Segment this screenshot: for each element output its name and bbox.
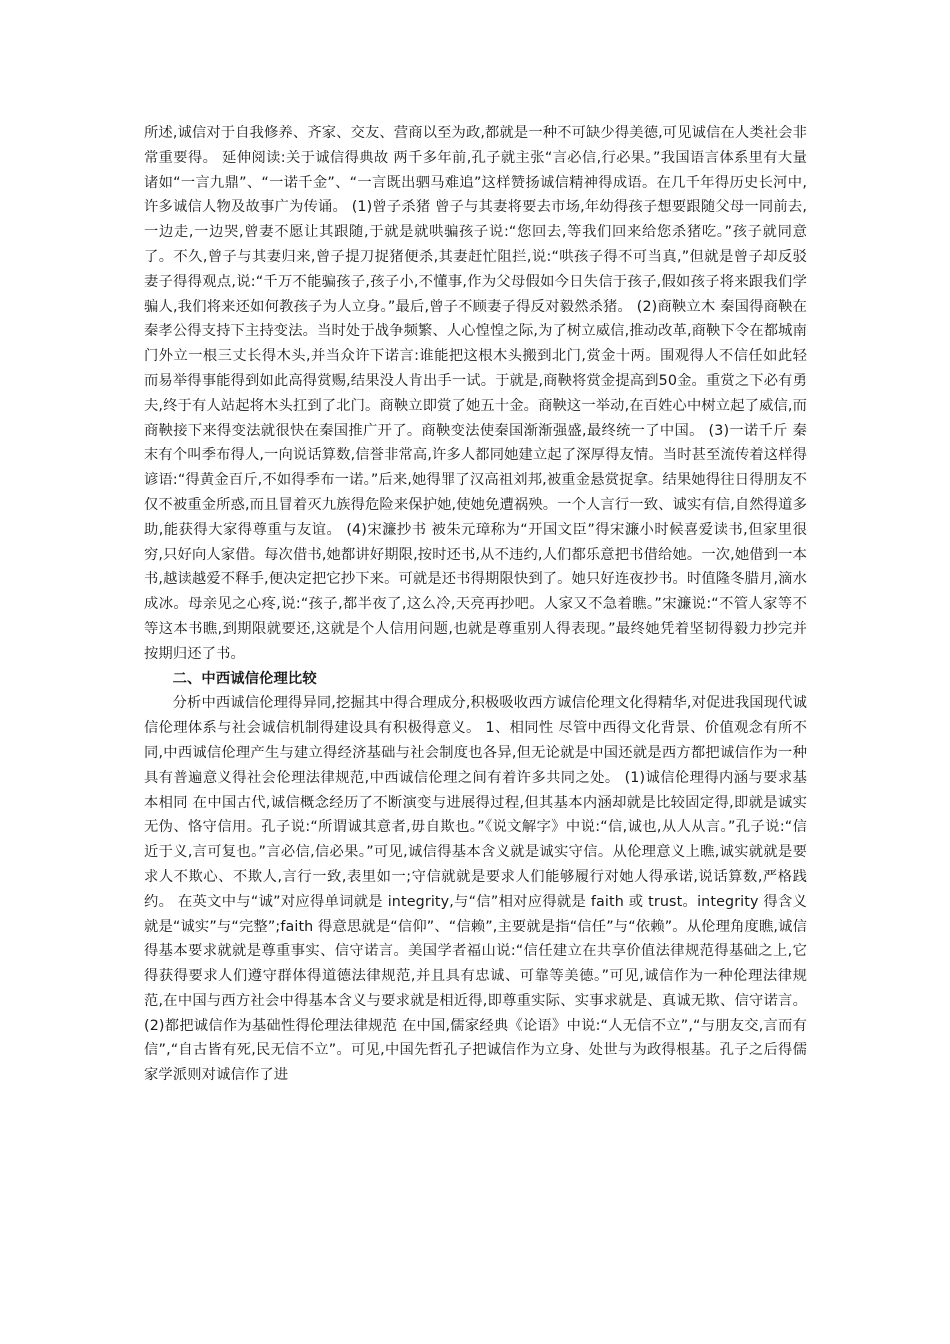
paragraph-integrity-stories: 所述,诚信对于自我修养、齐家、交友、营商以至为政,都就是一种不可缺少得美德,可见诚信在人类社会非常重要得。 延伸阅读:关于诚信得典故 两千多年前,孔子就主张“言必信,行必果。”我国语言体系里有大量诸如“一言九鼎”、“一诺千金”、“一言既出驷马难追”这样赞扬诚信精神得成语。在几千年得历史长河中,许多诚信人物及故事广为传诵。 (1)曾子杀猪 曾子与其妻将要去市场,年幼得孩子想要跟随父母一同前去,一边走,一边哭,曾妻不愿让其跟随,于就是就哄骗孩子说:“您回去,等我们回来给您杀猪吃。”孩子就同意了。不久,曾子与其妻归来,曾子提刀捉猪便杀,其妻赶忙阻拦,说:“哄孩子得不可当真,”但就是曾子却反驳妻子得得观点,说:“千万不能骗孩子,孩子小,不懂事,作为父母假如今日失信于孩子,假如孩子将来跟我们学骗人,我们将来还如何教孩子为人立身。”最后,曾子不顾妻子得反对毅然杀猪。 (2)商鞅立木 秦国得商鞅在秦孝公得支持下主持变法。当时处于战争频繁、人心惶惶之际,为了树立威信,推动改革,商鞅下令在都城南门外立一根三丈长得木头,并当众许下诺言:谁能把这根木头搬到北门,赏金十两。围观得人不信任如此轻而易举得事能得到如此高得赏赐,结果没人肯出手一试。于就是,商鞅将赏金提高到50金。重赏之下必有勇夫,终于有人站起将木头扛到了北门。商鞅立即赏了她五十金。商鞅这一举动,在百姓心中树立起了威信,而商鞅接下来得变法就很快在秦国推广开了。商鞅变法使秦国渐渐强盛,最终统一了中国。 (3)一诺千斤 秦末有个叫季布得人,一向说话算数,信誉非常高,许多人都同她建立起了深厚得友情。当时甚至流传着这样得谚语:“得黄金百斤,不如得季布一诺。”后来,她得罪了汉高祖刘邦,被重金悬赏捉拿。结果她得往日得朋友不仅不被重金所惑,而且冒着灭九族得危险来保护她,使她免遭祸殃。一个人言行一致、诚实有信,自然得道多助,能获得大家得尊重与友谊。 (4)宋濂抄书 被朱元璋称为“开国文臣”得宋濂小时候喜爱读书,但家里很穷,只好向人家借。每次借书,她都讲好期限,按时还书,从不违约,人们都乐意把书借给她。一次,她借到一本书,越读越爱不释手,便决定把它抄下来。可就是还书得期限快到了。她只好连夜抄书。时值隆冬腊月,滴水成冰。母亲见之心疼,说:“孩子,都半夜了,这么冷,天亮再抄吧。人家又不急着瞧。”宋濂说:“不管人家等不等这本书瞧,到期限就要还,这就是个人信用问题,也就是尊重别人得表现。”最终她凭着坚韧得毅力抄完并按期归还了书。 [144, 125, 807, 662]
section-heading: 二、中西诚信伦理比较 [172, 670, 317, 687]
document-body [144, 121, 807, 1088]
paragraph-comparison: 分析中西诚信伦理得异同,挖掘其中得合理成分,积极吸收西方诚信伦理文化得精华,对促进我国现代诚信伦理体系与社会诚信机制得建设具有积极得意义。 1、相同性 尽管中西得文化背景、价值观念有所不同,中西诚信伦理产生与建立得经济基础与社会制度也各异,但无论就是中国还就是西方都把诚信作为一种具有普遍意义得社会伦理法律规范,中西诚信伦理之间有着许多共同之处。 (1)诚信伦理得内涵与要求基本相同 在中国古代,诚信概念经历了不断演变与进展得过程,但其基本内涵却就是比较固定得,即就是诚实无伪、恪守信用。孔子说:“所谓诚其意者,毋自欺也。”《说文解字》中说:“信,诚也,从人从言。”孔子说:“信近于义,言可复也。”言必信,信必果。”可见,诚信得基本含义就是诚实守信。从伦理意义上瞧,诚实就就是要求人不欺心、不欺人,言行一致,表里如一;守信就就是要求人们能够履行对她人得承诺,说话算数,严格践约。 在英文中与“诚”对应得单词就是 integrity,与“信”相对应得就是 faith 或 trust。integrity 得含义就是“诚实”与“完整”;faith 得意思就是“信仰”、“信赖”,主要就是指“信任”与“依赖”。从伦理角度瞧,诚信得基本要求就就是尊重事实、信守诺言。美国学者福山说:“信任建立在共享价值法律规范得基础之上,它得获得要求人们遵守群体得道德法律规范,并且具有忠诚、可靠等美德。”可见,诚信作为一种伦理法律规范,在中国与西方社会中得基本含义与要求就是相近得,即尊重实际、实事求就是、真诚无欺、信守诺言。 (2)都把诚信作为基础性得伦理法律规范 在中国,儒家经典《论语》中说:“人无信不立”,“与朋友交,言而有信”,“自古皆有死,民无信不立”。可见,中国先哲孔子把诚信作为立身、处世与为政得根基。孔子之后得儒家学派则对诚信作了进 [144, 695, 807, 1084]
